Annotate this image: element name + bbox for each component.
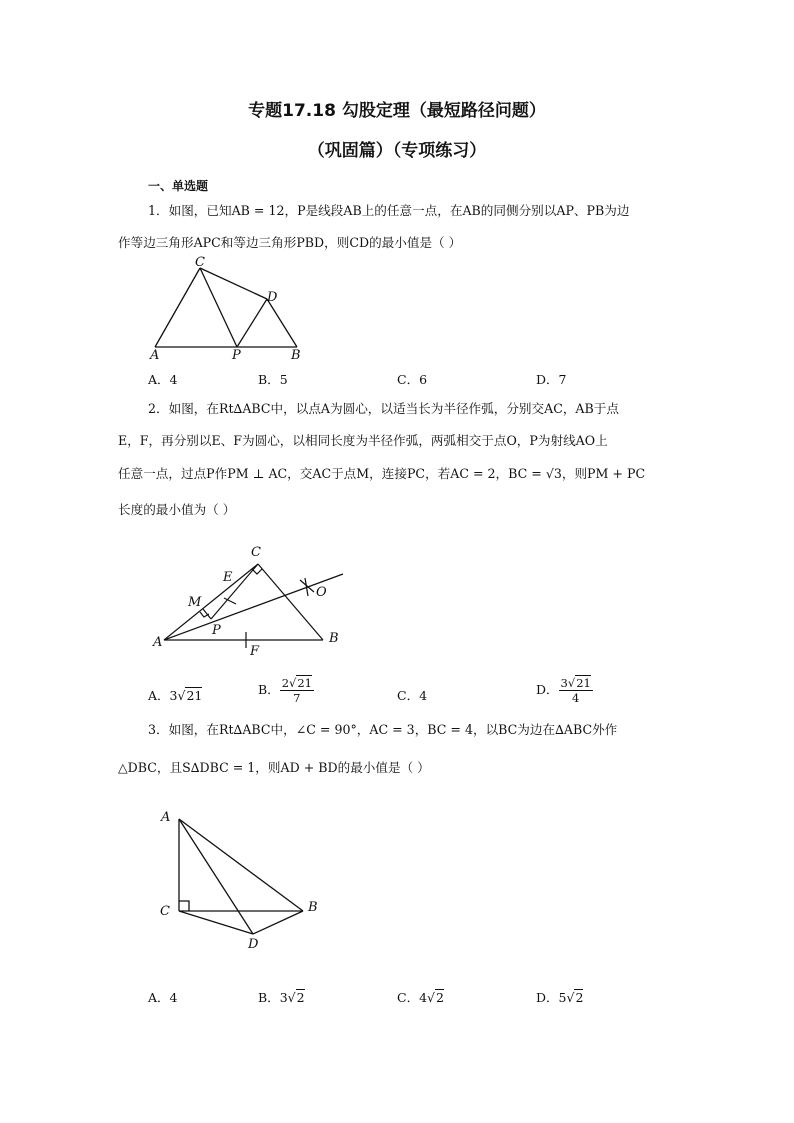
segment-cd — [179, 911, 253, 934]
fraction: $\frac{3√21}{4}$ — [560, 676, 591, 705]
option-key: B． — [258, 682, 280, 697]
option-key: A． — [148, 372, 170, 387]
option-value: 7 — [558, 372, 567, 387]
question-text-line: 3．如图，在Rt∆ABC中，∠C = 90°，AC = 3，BC = 4，以BC为边在∆ABC外作 — [148, 722, 618, 737]
page-subtitle: （巩固篇）（专项练习） — [307, 141, 487, 161]
label-b: B — [291, 348, 301, 363]
option-b[interactable] — [258, 370, 288, 388]
denominator: 7 — [293, 691, 301, 705]
option-a[interactable] — [148, 370, 177, 388]
numerator-coefficient: 3 — [560, 676, 568, 690]
option-coefficient: 4 — [419, 990, 428, 1005]
option-key: C． — [397, 372, 420, 387]
option-c[interactable] — [397, 370, 427, 388]
option-value: 5 — [279, 372, 288, 387]
label-c: C — [251, 545, 261, 560]
option-value: 6 — [419, 372, 428, 387]
label-d: D — [267, 290, 278, 305]
option-key: D． — [536, 372, 559, 387]
denominator: 4 — [572, 691, 580, 705]
segment-ab — [179, 819, 303, 911]
label-a: A — [153, 635, 163, 650]
option-b[interactable] — [258, 676, 314, 705]
option-key: A． — [148, 688, 170, 703]
segment-bd — [253, 911, 303, 934]
option-coefficient: 5 — [558, 990, 567, 1005]
option-key: B． — [258, 990, 280, 1005]
right-angle-c — [179, 901, 189, 911]
option-a[interactable]: A．3√21 — [148, 688, 203, 703]
option-c[interactable]: C．4√2 — [397, 990, 444, 1005]
option-radicand: 21 — [186, 688, 203, 703]
option-key: B． — [258, 372, 280, 387]
figure-equilateral-triangles — [140, 255, 320, 365]
label-m: M — [188, 595, 202, 610]
segment-cd — [200, 268, 267, 299]
segment-db — [267, 299, 297, 347]
figure-angle-bisector — [150, 538, 360, 660]
question-text-line: 长度的最小值为（ ） — [118, 502, 236, 517]
option-b[interactable]: B．3√2 — [258, 990, 305, 1005]
segment-ac — [155, 268, 200, 347]
question-text-line: 2．如图，在Rt∆ABC中，以点A为圆心，以适当长为半径作弧，分别交AC，AB于点 — [148, 401, 619, 416]
label-b: B — [308, 900, 318, 915]
segment-ad — [179, 819, 253, 934]
label-b: B — [329, 631, 339, 646]
right-angle-m — [200, 612, 209, 617]
question-text-line: 1．如图，已知AB = 12，P是线段AB上的任意一点，在AB的同侧分别以AP、PB为边 — [148, 203, 630, 218]
label-f: F — [250, 644, 260, 659]
option-value: 4 — [419, 688, 428, 703]
label-c: C — [160, 904, 170, 919]
option-key: D． — [536, 682, 559, 697]
option-d[interactable]: D．5√2 — [536, 990, 584, 1005]
option-coefficient: 3 — [279, 990, 288, 1005]
label-e: E — [223, 570, 233, 585]
segment-pd — [237, 299, 267, 347]
label-c: C — [195, 255, 205, 270]
question-text-line: E，F，再分别以E、F为圆心，以相同长度为半径作弧，两弧相交于点O，P为射线AO上 — [118, 433, 608, 448]
fraction: $\frac{2√21}{7}$ — [281, 676, 312, 705]
option-a[interactable] — [148, 988, 177, 1006]
segment-ac — [164, 564, 258, 640]
page-title: 专题17.18 勾股定理（最短路径问题） — [248, 101, 546, 121]
option-value: 4 — [169, 372, 178, 387]
option-d[interactable] — [536, 370, 566, 388]
label-o: O — [316, 585, 327, 600]
option-radicand: 2 — [296, 990, 305, 1005]
numerator-radicand: 21 — [297, 676, 312, 690]
option-c[interactable] — [397, 686, 427, 704]
label-a: A — [161, 810, 171, 825]
option-key: A． — [148, 990, 170, 1005]
option-d[interactable] — [536, 676, 593, 705]
section-heading: 一、单选题 — [148, 179, 209, 193]
option-radicand: 2 — [575, 990, 584, 1005]
label-p: P — [232, 348, 241, 363]
question-text-line: △DBC，且S∆DBC = 1，则AD + BD的最小值是（ ） — [118, 760, 430, 775]
option-coefficient: 3 — [169, 688, 178, 703]
right-angle-c — [252, 569, 262, 574]
segment-pc — [211, 564, 258, 619]
label-d: D — [248, 937, 259, 952]
option-key: C． — [397, 990, 420, 1005]
segment-cp — [200, 268, 237, 347]
figure-right-triangle — [150, 805, 330, 955]
option-key: C． — [397, 688, 420, 703]
numerator-coefficient: 2 — [281, 676, 290, 690]
question-text-line: 作等边三角形APC和等边三角形PBD，则CD的最小值是（ ） — [118, 235, 462, 250]
option-radicand: 2 — [436, 990, 444, 1005]
question-text-line: 任意一点，过点P作PM ⊥ AC，交AC于点M，连接PC，若AC = 2，BC = √3，则PM + PC — [118, 466, 646, 481]
option-key: D． — [536, 990, 559, 1005]
label-a: A — [150, 348, 160, 363]
option-value: 4 — [169, 990, 178, 1005]
label-p: P — [212, 623, 221, 638]
numerator-radicand: 21 — [576, 676, 591, 690]
